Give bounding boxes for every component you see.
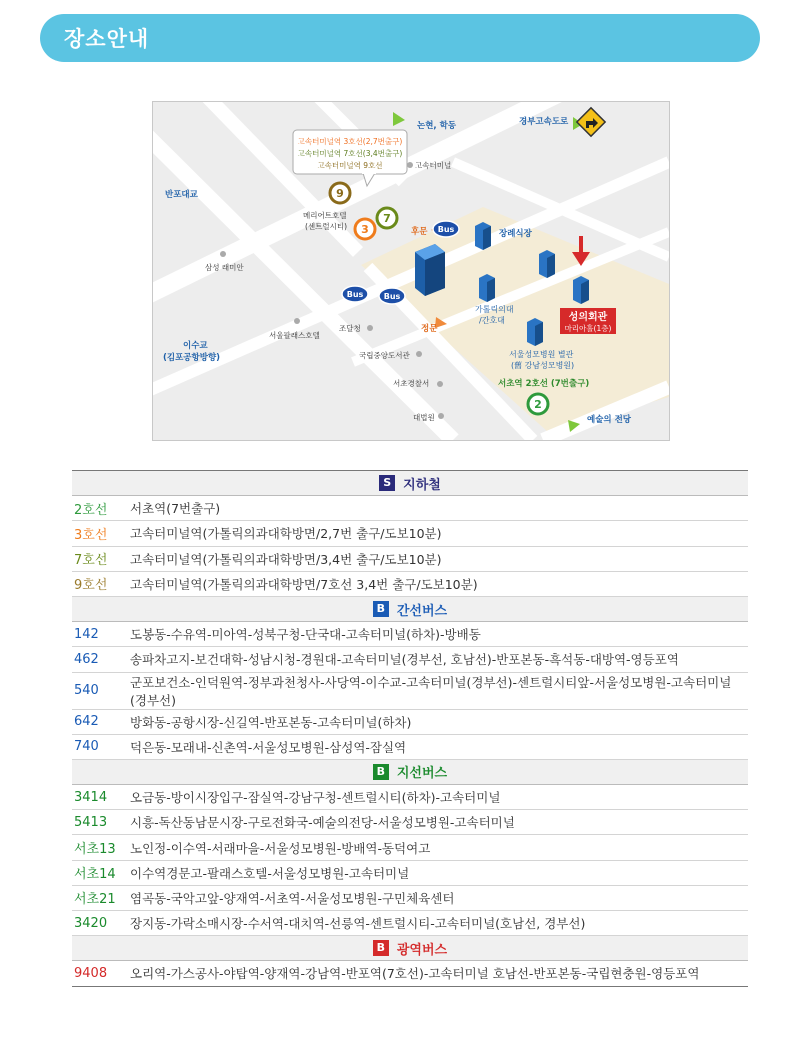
section-header-cell bbox=[72, 759, 748, 784]
route-code: 3호선 bbox=[72, 521, 130, 546]
table-row bbox=[72, 785, 748, 810]
route-code: 9408 bbox=[72, 961, 130, 986]
table-row bbox=[72, 546, 748, 571]
section-header-row bbox=[72, 936, 748, 961]
route-description: 서초역(7번출구) bbox=[130, 496, 748, 521]
svg-text:7: 7 bbox=[383, 212, 391, 225]
building bbox=[539, 250, 555, 278]
bus-stop-icon bbox=[342, 286, 368, 302]
label-isu: 이수교 bbox=[183, 341, 208, 351]
svg-text:9: 9 bbox=[336, 187, 344, 200]
route-description: 오금동-방이시장입구-잠실역-강남구청-센트럴시티(하차)-고속터미널 bbox=[130, 785, 748, 810]
label-arts-center: 예술의 전당 bbox=[587, 415, 632, 425]
route-code: 서초14 bbox=[72, 860, 130, 885]
label-banpo-bridge: 반포대교 bbox=[165, 190, 198, 200]
route-code: 540 bbox=[72, 672, 130, 709]
annex-building bbox=[527, 318, 543, 346]
label-annex: 서울성모병원 별관 bbox=[509, 350, 574, 359]
label-main-gate: 정문 bbox=[421, 324, 438, 334]
label-funeral-hall: 장례식장 bbox=[499, 229, 532, 239]
svg-text:Bus: Bus bbox=[383, 292, 401, 301]
route-code: 462 bbox=[72, 647, 130, 672]
label-marriott-sub: (센트럴시티) bbox=[305, 222, 348, 231]
label-samsung: 삼성 래미안 bbox=[205, 263, 244, 272]
table-row bbox=[72, 810, 748, 835]
svg-text:2: 2 bbox=[534, 398, 542, 411]
svg-text:Bus: Bus bbox=[437, 225, 455, 234]
table-row bbox=[72, 571, 748, 596]
label-library: 국립중앙도서관 bbox=[359, 351, 410, 360]
table-row bbox=[72, 709, 748, 734]
route-code: 142 bbox=[72, 622, 130, 647]
label-catholic-univ-sub: /간호대 bbox=[479, 316, 505, 325]
table-row bbox=[72, 672, 748, 709]
label-marriott: 메리어트호텔 bbox=[303, 211, 347, 220]
table-row bbox=[72, 860, 748, 885]
route-description: 송파차고지-보건대학-성남시청-경원대-고속터미널(경부선, 호남선)-반포본동-흑석동-대방역-영등포역 bbox=[130, 647, 748, 672]
route-description: 고속터미널역(가톨릭의과대학방면/2,7번 출구/도보10분) bbox=[130, 521, 748, 546]
table-row bbox=[72, 911, 748, 936]
destination-sublabel: 마리아홀(1층) bbox=[564, 324, 612, 333]
callout-line-7: 고속터미널역 7호선(3,4번출구) bbox=[297, 149, 403, 158]
callout-line-3: 고속터미널역 3호선(2,7번출구) bbox=[297, 137, 403, 146]
label-catholic-univ: 가톨릭의대 bbox=[475, 305, 514, 314]
svg-text:3: 3 bbox=[361, 223, 369, 236]
table-row bbox=[72, 885, 748, 910]
section-header bbox=[40, 14, 760, 62]
section-header-cell bbox=[72, 936, 748, 961]
route-code: 2호선 bbox=[72, 496, 130, 521]
section-badge-icon: B bbox=[373, 940, 389, 956]
section-header-cell bbox=[72, 471, 748, 496]
table-row bbox=[72, 622, 748, 647]
section-label: 광역버스 bbox=[396, 942, 448, 958]
line9-marker-icon bbox=[330, 183, 350, 203]
transport-table bbox=[72, 470, 748, 987]
section-label: 지하철 bbox=[403, 477, 441, 493]
direction-arrow-icon bbox=[393, 112, 405, 126]
table-row bbox=[72, 835, 748, 860]
label-seocho-station: 서초역 2호선 (7번출구) bbox=[498, 379, 590, 389]
route-description: 고속터미널역(가톨릭의과대학방면/3,4번 출구/도보10분) bbox=[130, 546, 748, 571]
seonguihoegwan-building bbox=[573, 276, 589, 304]
section-header-row bbox=[72, 471, 748, 496]
label-gyeongbu: 경부고속도로 bbox=[519, 117, 569, 127]
bus-stop-icon bbox=[433, 221, 459, 237]
table-row bbox=[72, 734, 748, 759]
route-description: 군포보건소-인덕원역-정부과천청사-사당역-이수교-고속터미널(경부선)-센트럴시티앞-서울성모병원-고속터미널(경부선) bbox=[130, 672, 748, 709]
section-badge-icon: B bbox=[373, 601, 389, 617]
table-row bbox=[72, 521, 748, 546]
funeral-hall-building bbox=[475, 222, 491, 250]
section-badge-icon: B bbox=[373, 764, 389, 780]
section-header-cell bbox=[72, 596, 748, 621]
route-description: 시흥-독산동남문시장-구로전화국-예술의전당-서울성모병원-고속터미널 bbox=[130, 810, 748, 835]
svg-text:Bus: Bus bbox=[346, 290, 364, 299]
table-row bbox=[72, 496, 748, 521]
section-label: 지선버스 bbox=[396, 766, 448, 782]
label-back-gate: 후문 bbox=[411, 227, 428, 237]
route-description: 방화동-공항시장-신길역-반포본동-고속터미널(하차) bbox=[130, 709, 748, 734]
destination-label: 성의회관 bbox=[568, 312, 608, 323]
route-description: 이수역경문고-팔래스호텔-서울성모병원-고속터미널 bbox=[130, 860, 748, 885]
route-description: 오리역-가스공사-야탑역-양재역-강남역-반포역(7호선)-고속터미널 호남선-반포본동-국립현충원-영등포역 bbox=[130, 961, 748, 986]
route-code: 642 bbox=[72, 709, 130, 734]
label-police: 서초경찰서 bbox=[393, 379, 430, 388]
label-jodal: 조달청 bbox=[339, 324, 361, 333]
main-hospital-building bbox=[415, 244, 445, 296]
route-code: 7호선 bbox=[72, 546, 130, 571]
route-description: 덕은동-모래내-신촌역-서울성모병원-삼성역-잠실역 bbox=[130, 734, 748, 759]
line3-marker-icon bbox=[355, 219, 375, 239]
catholic-univ-building bbox=[479, 274, 495, 302]
route-description: 장지동-가락소매시장-수서역-대치역-선릉역-센트럴시티-고속터미널(호남선, 경부선) bbox=[130, 911, 748, 936]
table-row bbox=[72, 647, 748, 672]
section-label: 간선버스 bbox=[396, 603, 448, 619]
route-code: 9호선 bbox=[72, 571, 130, 596]
label-annex-sub: (舊 강남성모병원) bbox=[511, 361, 575, 370]
section-badge-icon: S bbox=[379, 475, 395, 491]
route-code: 5413 bbox=[72, 810, 130, 835]
page-title: 장소안내 bbox=[64, 27, 150, 51]
label-terminal: 고속터미널 bbox=[415, 161, 452, 170]
section-header-row bbox=[72, 759, 748, 784]
route-description: 도봉동-수유역-미아역-성북구청-단국대-고속터미널(하차)-방배동 bbox=[130, 622, 748, 647]
callout-line-9: 고속터미널역 9호선 bbox=[317, 161, 383, 170]
route-code: 3420 bbox=[72, 911, 130, 936]
route-code: 3414 bbox=[72, 785, 130, 810]
label-isu-sub: (김포공항방향) bbox=[163, 353, 221, 363]
route-description: 노인정-이수역-서래마을-서울성모병원-방배역-동덕여고 bbox=[130, 835, 748, 860]
route-description: 염곡동-국악고앞-양재역-서초역-서울성모병원-구민체육센터 bbox=[130, 885, 748, 910]
highway-sign-icon bbox=[577, 108, 605, 136]
label-nonhyeon: 논현, 학동 bbox=[417, 121, 457, 131]
route-description: 고속터미널역(가톨릭의과대학방면/7호선 3,4번 출구/도보10분) bbox=[130, 571, 748, 596]
line2-marker-icon bbox=[528, 394, 548, 414]
table-row bbox=[72, 961, 748, 986]
label-court: 대법원 bbox=[413, 413, 435, 422]
section-header-row bbox=[72, 596, 748, 621]
route-code: 서초13 bbox=[72, 835, 130, 860]
bus-stop-icon bbox=[379, 288, 405, 304]
line7-marker-icon bbox=[377, 208, 397, 228]
location-map bbox=[152, 101, 670, 441]
route-code: 740 bbox=[72, 734, 130, 759]
route-code: 서초21 bbox=[72, 885, 130, 910]
label-palace-hotel: 서울팔래스호텔 bbox=[269, 331, 320, 340]
